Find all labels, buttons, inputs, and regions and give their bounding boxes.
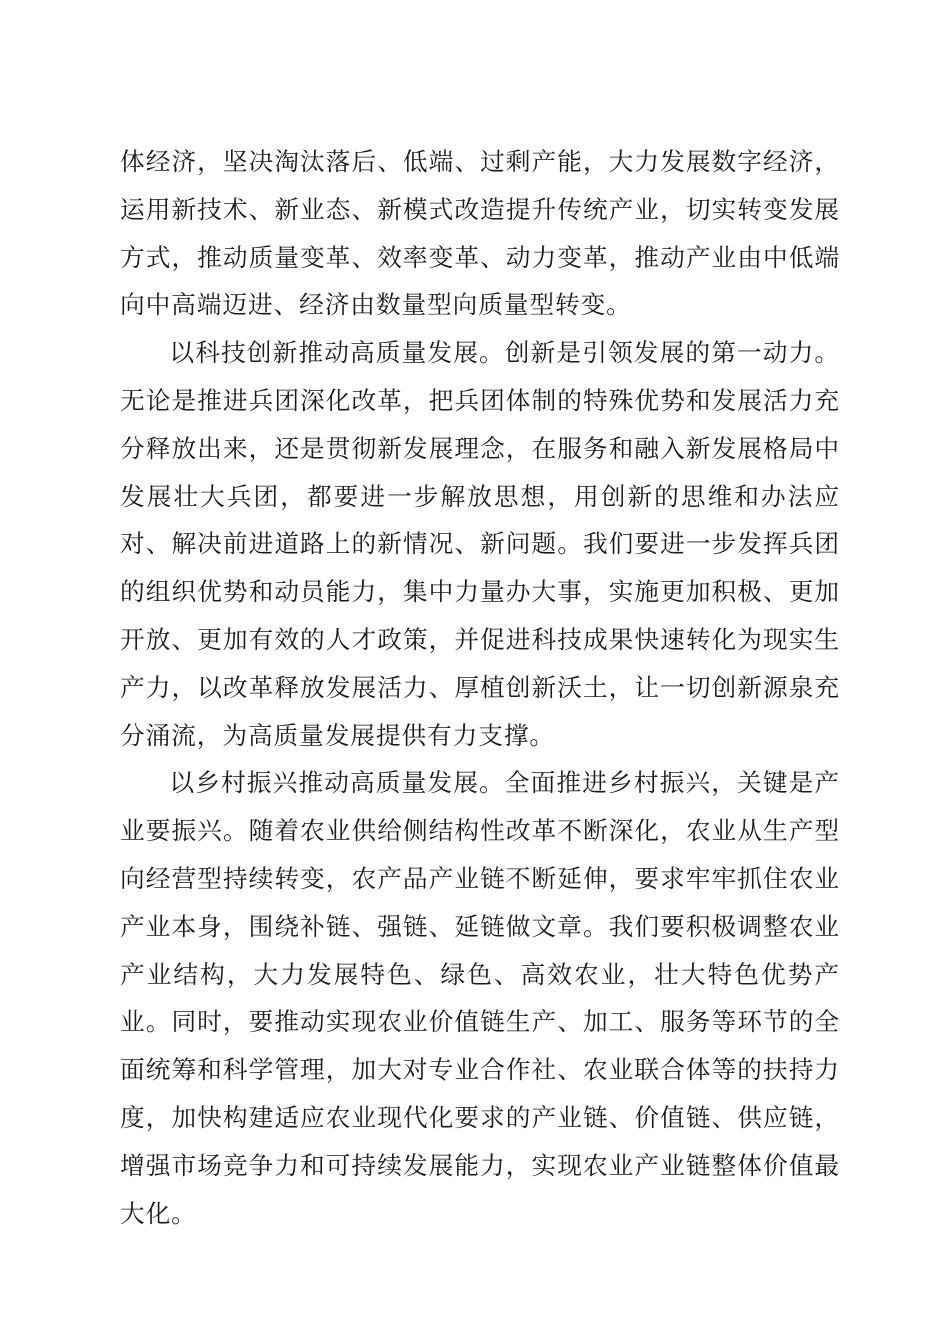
paragraph-continuation: 体经济，坚决淘汰落后、低端、过剩产能，大力发展数字经济，运用新技术、新业态、新模式改造提升传统产业，切实转变发展方式，推动质量变革、效率变革、动力变革，推动产业由中低端向中高端迈进、经济由数量型向质量型转变。 bbox=[120, 147, 840, 320]
paragraph-rural-revitalization: 以乡村振兴推动高质量发展。全面推进乡村振兴，关键是产业要振兴。随着农业供给侧结构性改革不断深化，农业从生产型向经营型持续转变，农产品产业链不断延伸，要求牢牢抓住农业产业本身，围绕补链、强链、延链做文章。我们要积极调整农业产业结构，大力发展特色、绿色、高效农业，壮大特色优势产业。同时，要推动实现农业价值链生产、加工、服务等环节的全面统筹和科学管理，加大对专业合作社、农业联合体等的扶持力度，加快构建适应农业现代化要求的产业链、价值链、供应链，增强市场竞争力和可持续发展能力，实现农业产业链整体价值最大化。 bbox=[120, 768, 840, 1228]
document-page bbox=[120, 138, 840, 1237]
paragraph-tech-innovation: 以科技创新推动高质量发展。创新是引领发展的第一动力。无论是推进兵团深化改革，把兵团体制的特殊优势和发展活力充分释放出来，还是贯彻新发展理念，在服务和融入新发展格局中发展壮大兵团，都要进一步解放思想，用创新的思维和办法应对、解决前进道路上的新情况、新问题。我们要进一步发挥兵团的组织优势和动员能力，集中力量办大事，实施更加积极、更加开放、更加有效的人才政策，并促进科技成果快速转化为现实生产力，以改革释放发展活力、厚植创新沃土，让一切创新源泉充分涌流，为高质量发展提供有力支撑。 bbox=[120, 338, 840, 750]
